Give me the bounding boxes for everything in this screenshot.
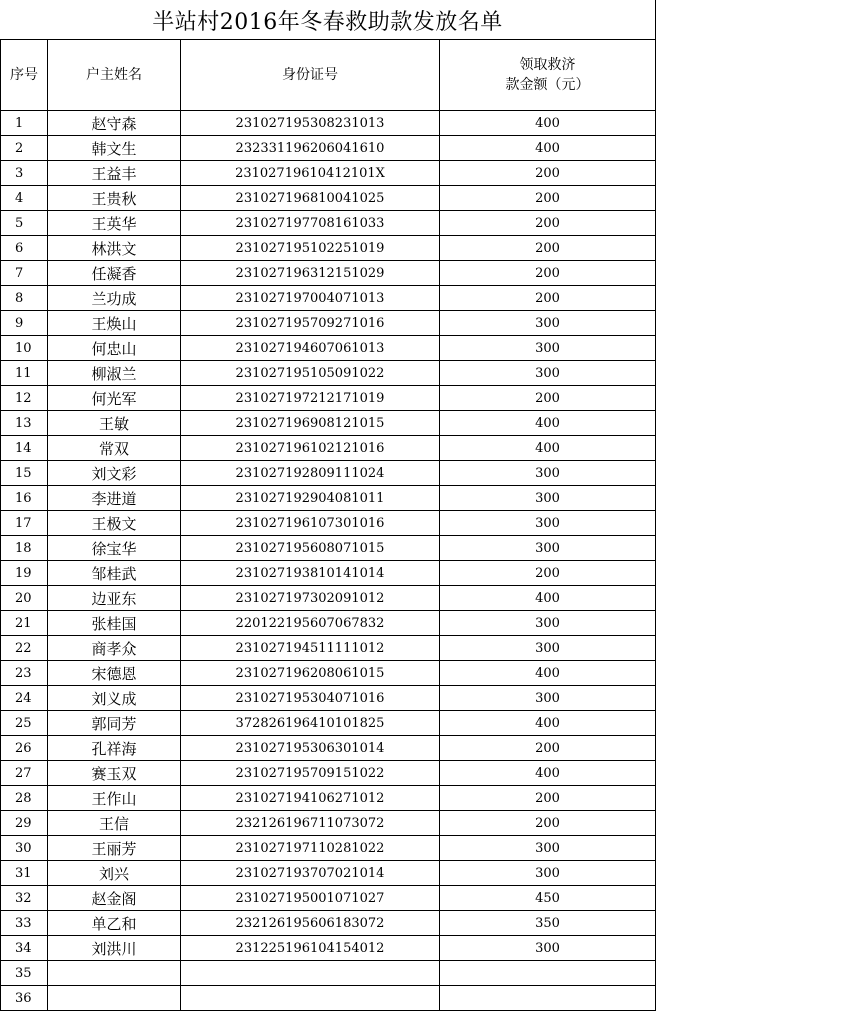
cell-id[interactable]: 231027196208061015 [181,661,440,686]
table-row [1,236,656,261]
table-row [1,411,656,436]
cell-id[interactable] [181,961,440,986]
cell-id[interactable]: 231027196107301016 [181,511,440,536]
cell-index[interactable]: 29 [1,811,48,836]
cell-name[interactable]: 徐宝华 [48,536,181,561]
cell-amount[interactable]: 300 [440,361,656,386]
cell-amount[interactable]: 200 [440,811,656,836]
cell-index[interactable]: 2 [1,136,48,161]
cell-id[interactable]: 231027195308231013 [181,111,440,136]
cell-id[interactable]: 231027197004071013 [181,286,440,311]
cell-name[interactable]: 常双 [48,436,181,461]
table-row [1,261,656,286]
relief-table [0,39,656,1011]
table-row [1,161,656,186]
cell-index[interactable]: 30 [1,836,48,861]
cell-name[interactable]: 刘文彩 [48,461,181,486]
header-amount-line1: 领取救济 [519,57,576,73]
cell-amount[interactable]: 400 [440,411,656,436]
cell-name[interactable]: 任凝香 [48,261,181,286]
table-row [1,836,656,861]
cell-id[interactable]: 232126195606183072 [181,911,440,936]
cell-amount[interactable]: 200 [440,261,656,286]
cell-index[interactable]: 20 [1,586,48,611]
table-row [1,936,656,961]
cell-id[interactable]: 232331196206041610 [181,136,440,161]
cell-name[interactable]: 孔祥海 [48,736,181,761]
table-row [1,986,656,1011]
cell-amount[interactable] [440,986,656,1011]
cell-id[interactable]: 231027195304071016 [181,686,440,711]
cell-index[interactable]: 15 [1,461,48,486]
cell-name[interactable]: 边亚东 [48,586,181,611]
cell-amount[interactable]: 400 [440,761,656,786]
cell-id[interactable]: 231027193810141014 [181,561,440,586]
cell-id[interactable]: 231027197708161033 [181,211,440,236]
cell-amount[interactable]: 200 [440,286,656,311]
cell-amount[interactable]: 350 [440,911,656,936]
cell-name[interactable]: 柳淑兰 [48,361,181,386]
cell-amount[interactable]: 200 [440,211,656,236]
table-row [1,311,656,336]
cell-index[interactable]: 8 [1,286,48,311]
cell-amount[interactable]: 200 [440,786,656,811]
cell-name[interactable]: 刘兴 [48,861,181,886]
sheet-title[interactable]: 半站村2016年冬春救助款发放名单 [0,0,656,40]
header-row [1,40,656,111]
cell-name[interactable]: 何忠山 [48,336,181,361]
cell-name[interactable]: 单乙和 [48,911,181,936]
table-row [1,361,656,386]
cell-id[interactable]: 231225196104154012 [181,936,440,961]
cell-name[interactable]: 王焕山 [48,311,181,336]
cell-id[interactable] [181,986,440,1011]
cell-amount[interactable]: 400 [440,136,656,161]
cell-name[interactable]: 王贵秋 [48,186,181,211]
cell-index[interactable]: 23 [1,661,48,686]
cell-amount[interactable]: 300 [440,486,656,511]
cell-index[interactable]: 21 [1,611,48,636]
cell-index[interactable]: 31 [1,861,48,886]
cell-index[interactable]: 27 [1,761,48,786]
cell-id[interactable]: 231027192904081011 [181,486,440,511]
table-row [1,111,656,136]
cell-name[interactable]: 刘洪川 [48,936,181,961]
table-row [1,211,656,236]
header-amount-line2: 款金额（元） [505,77,590,93]
cell-amount[interactable]: 400 [440,111,656,136]
cell-index[interactable]: 36 [1,986,48,1011]
table-body [1,111,656,1011]
cell-name[interactable]: 赛玉双 [48,761,181,786]
cell-id[interactable]: 231027196312151029 [181,261,440,286]
cell-id[interactable]: 231027196102121016 [181,436,440,461]
cell-id[interactable]: 231027197110281022 [181,836,440,861]
cell-amount[interactable]: 200 [440,561,656,586]
cell-name[interactable]: 王英华 [48,211,181,236]
cell-id[interactable]: 231027195105091022 [181,361,440,386]
cell-name[interactable]: 赵守森 [48,111,181,136]
cell-id[interactable]: 231027195306301014 [181,736,440,761]
table-row [1,486,656,511]
cell-index[interactable]: 9 [1,311,48,336]
cell-index[interactable]: 16 [1,486,48,511]
cell-index[interactable]: 14 [1,436,48,461]
table-row [1,911,656,936]
table-row [1,886,656,911]
cell-index[interactable]: 12 [1,386,48,411]
cell-id[interactable]: 231027195709151022 [181,761,440,786]
cell-id[interactable]: 231027194511111012 [181,636,440,661]
cell-amount[interactable]: 300 [440,536,656,561]
cell-name[interactable]: 商孝众 [48,636,181,661]
cell-index[interactable]: 22 [1,636,48,661]
cell-name[interactable]: 王益丰 [48,161,181,186]
cell-amount[interactable]: 300 [440,311,656,336]
cell-name[interactable]: 王极文 [48,511,181,536]
cell-name[interactable]: 郭同芳 [48,711,181,736]
cell-name[interactable]: 张桂国 [48,611,181,636]
cell-amount[interactable]: 200 [440,236,656,261]
cell-index[interactable]: 11 [1,361,48,386]
cell-id[interactable]: 231027195608071015 [181,536,440,561]
table-row [1,711,656,736]
cell-index[interactable]: 6 [1,236,48,261]
table-row [1,611,656,636]
cell-index[interactable]: 5 [1,211,48,236]
cell-amount[interactable]: 200 [440,736,656,761]
cell-index[interactable]: 13 [1,411,48,436]
cell-id[interactable]: 23102719610412101X [181,161,440,186]
table-row [1,286,656,311]
cell-amount[interactable]: 300 [440,686,656,711]
cell-index[interactable]: 3 [1,161,48,186]
cell-id[interactable]: 231027195709271016 [181,311,440,336]
cell-name[interactable]: 韩文生 [48,136,181,161]
cell-name[interactable]: 林洪文 [48,236,181,261]
cell-amount[interactable]: 400 [440,436,656,461]
cell-amount[interactable]: 200 [440,386,656,411]
table-row [1,186,656,211]
table-row [1,336,656,361]
cell-name[interactable] [48,961,181,986]
cell-name[interactable]: 宋德恩 [48,661,181,686]
cell-id[interactable]: 232126196711073072 [181,811,440,836]
table-row [1,586,656,611]
cell-id[interactable]: 231027195001071027 [181,886,440,911]
cell-index[interactable]: 26 [1,736,48,761]
table-row [1,961,656,986]
cell-id[interactable]: 231027197302091012 [181,586,440,611]
cell-index[interactable]: 35 [1,961,48,986]
table-row [1,686,656,711]
cell-id[interactable]: 231027194106271012 [181,786,440,811]
cell-index[interactable]: 17 [1,511,48,536]
cell-amount[interactable]: 300 [440,611,656,636]
cell-index[interactable]: 34 [1,936,48,961]
cell-index[interactable]: 33 [1,911,48,936]
header-amount[interactable] [440,40,656,111]
cell-amount[interactable] [440,961,656,986]
cell-index[interactable]: 1 [1,111,48,136]
table-row [1,636,656,661]
cell-name[interactable]: 王信 [48,811,181,836]
cell-amount[interactable]: 450 [440,886,656,911]
table-row [1,461,656,486]
cell-name[interactable]: 王丽芳 [48,836,181,861]
cell-amount[interactable]: 300 [440,336,656,361]
cell-amount[interactable]: 200 [440,186,656,211]
cell-name[interactable]: 何光军 [48,386,181,411]
cell-name[interactable]: 刘义成 [48,686,181,711]
cell-name[interactable]: 兰功成 [48,286,181,311]
table-row [1,811,656,836]
cell-amount[interactable]: 300 [440,636,656,661]
cell-name[interactable]: 王作山 [48,786,181,811]
cell-index[interactable]: 32 [1,886,48,911]
cell-index[interactable]: 7 [1,261,48,286]
table-row [1,786,656,811]
cell-amount[interactable]: 400 [440,661,656,686]
cell-id[interactable]: 231027197212171019 [181,386,440,411]
cell-index[interactable]: 19 [1,561,48,586]
table-row [1,861,656,886]
cell-id[interactable]: 231027196908121015 [181,411,440,436]
cell-id[interactable]: 231027195102251019 [181,236,440,261]
cell-amount[interactable]: 300 [440,461,656,486]
header-id[interactable]: 身份证号 [181,40,440,111]
cell-amount[interactable]: 300 [440,836,656,861]
table-row [1,136,656,161]
table-row [1,561,656,586]
cell-amount[interactable]: 200 [440,161,656,186]
cell-name[interactable]: 李进道 [48,486,181,511]
table-row [1,436,656,461]
cell-index[interactable]: 28 [1,786,48,811]
cell-id[interactable]: 231027192809111024 [181,461,440,486]
cell-amount[interactable]: 300 [440,861,656,886]
cell-index[interactable]: 25 [1,711,48,736]
cell-index[interactable]: 24 [1,686,48,711]
table-row [1,736,656,761]
cell-index[interactable]: 10 [1,336,48,361]
cell-amount[interactable]: 400 [440,711,656,736]
table-row [1,386,656,411]
cell-name[interactable]: 赵金阁 [48,886,181,911]
cell-amount[interactable]: 400 [440,586,656,611]
cell-name[interactable]: 王敏 [48,411,181,436]
header-name[interactable]: 户主姓名 [48,40,181,111]
cell-id[interactable]: 372826196410101825 [181,711,440,736]
cell-index[interactable]: 18 [1,536,48,561]
table-row [1,661,656,686]
cell-index[interactable]: 4 [1,186,48,211]
cell-name[interactable] [48,986,181,1011]
cell-id[interactable]: 231027193707021014 [181,861,440,886]
table-row [1,761,656,786]
cell-id[interactable]: 231027196810041025 [181,186,440,211]
cell-name[interactable]: 邹桂武 [48,561,181,586]
cell-id[interactable]: 231027194607061013 [181,336,440,361]
header-index[interactable]: 序号 [1,40,48,111]
cell-amount[interactable]: 300 [440,936,656,961]
cell-amount[interactable]: 300 [440,511,656,536]
table-row [1,511,656,536]
table-row [1,536,656,561]
cell-id[interactable]: 220122195607067832 [181,611,440,636]
